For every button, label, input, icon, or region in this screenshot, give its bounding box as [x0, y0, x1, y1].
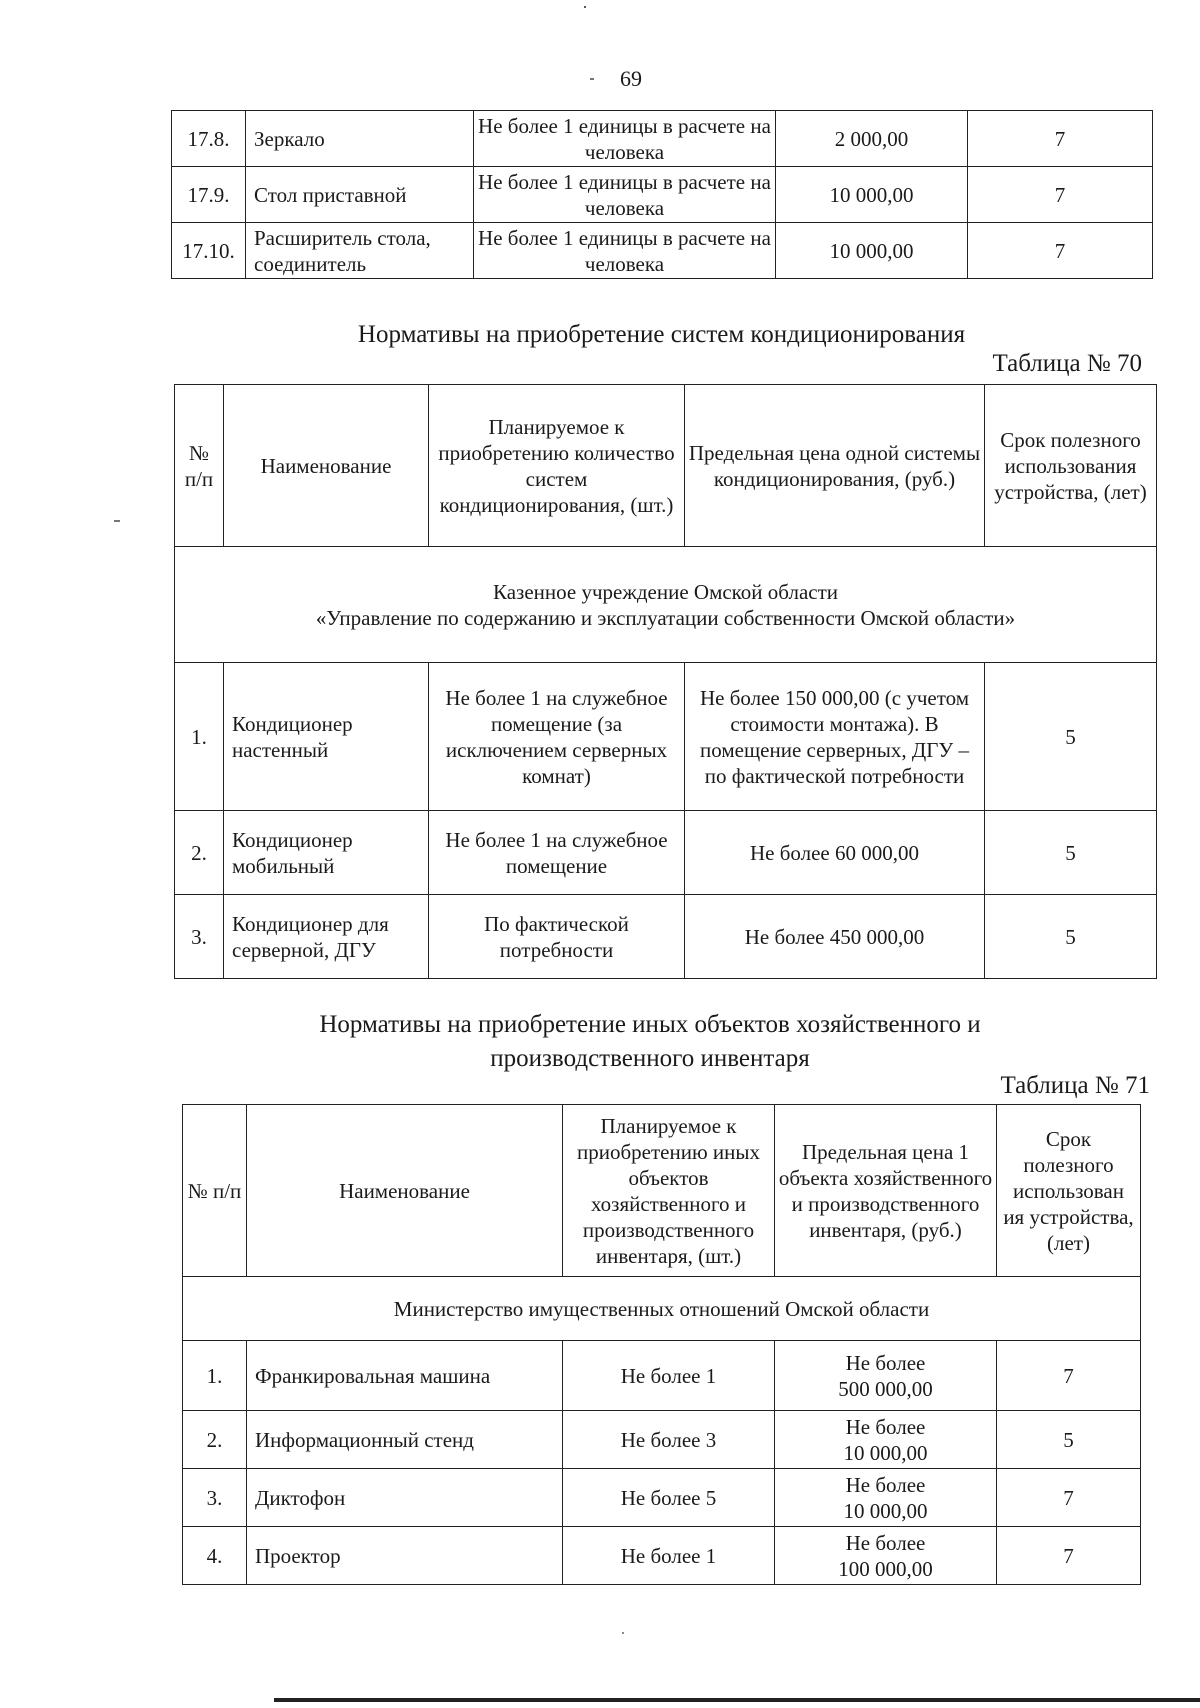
cell-name: Франкировальная машина [247, 1341, 563, 1411]
cell-term: 5 [985, 811, 1157, 895]
cell-qty: Не более 1 [563, 1527, 775, 1585]
group-name-line1: Казенное учреждение Омской области [492, 579, 838, 604]
cell-term: 5 [985, 663, 1157, 811]
header-term: Срок полезного использован ия устройства, (лет) [997, 1105, 1141, 1277]
cell-term: 7 [997, 1341, 1141, 1411]
header-term: Срок полезного использования устройства, (лет) [985, 385, 1157, 547]
scan-bottom-edge [274, 1698, 1200, 1702]
cell-price: Не более 60 000,00 [685, 811, 985, 895]
group-name: Министерство имущественных отношений Омской области [183, 1277, 1141, 1341]
table-row [172, 223, 1153, 279]
cell-term: 7 [997, 1527, 1141, 1585]
section-title-70: Нормативы на приобретение систем кондиционирования [357, 321, 966, 348]
price-line1: Не более [845, 1414, 926, 1439]
table-furniture-continuation [171, 110, 1153, 279]
header-price: Предельная цена 1 объекта хозяйственного и производственного инвентаря, (руб.) [775, 1105, 997, 1277]
cell-qty: Не более 1 единицы в расчете на человека [474, 167, 776, 223]
table-row [183, 1341, 1141, 1411]
price-line2: 10 000,00 [843, 1440, 928, 1465]
section-title-71-line2: производственного инвентаря [490, 1045, 810, 1072]
cell-name: Диктофон [247, 1469, 563, 1527]
page-number: 69 [620, 66, 642, 91]
table-row [183, 1411, 1141, 1469]
table-row [175, 895, 1157, 979]
table-row [183, 1469, 1141, 1527]
group-name-line2: «Управление по содержанию и эксплуатации собственности Омской области» [315, 605, 1016, 630]
cell-price: 10 000,00 [776, 223, 968, 279]
price-line1: Не более [845, 1530, 926, 1555]
table-row [172, 111, 1153, 167]
table-row [183, 1527, 1141, 1585]
cell-qty: Не более 1 единицы в расчете на человека [474, 223, 776, 279]
cell-qty: Не более 5 [563, 1469, 775, 1527]
cell-price: Не более 450 000,00 [685, 895, 985, 979]
group-row [175, 547, 1157, 663]
cell-term: 7 [968, 223, 1153, 279]
cell-price [775, 1341, 997, 1411]
header-num: № п/п [175, 385, 224, 547]
cell-name: Стол приставной [246, 167, 474, 223]
cell-price: 10 000,00 [776, 167, 968, 223]
cell-term: 7 [997, 1469, 1141, 1527]
cell-qty: По фактической потребности [429, 895, 685, 979]
cell-qty: Не более 1 [563, 1341, 775, 1411]
cell-name: Информационный стенд [247, 1411, 563, 1469]
table-row [175, 811, 1157, 895]
cell-term: 7 [968, 167, 1153, 223]
cell-num: 17.9. [172, 167, 246, 223]
cell-price [775, 1469, 997, 1527]
header-name: Наименование [247, 1105, 563, 1277]
cell-price [775, 1527, 997, 1585]
price-line1: Не более [845, 1350, 926, 1375]
price-line2: 100 000,00 [838, 1556, 933, 1581]
cell-name: Проектор [247, 1527, 563, 1585]
table-header-row [183, 1105, 1141, 1277]
cell-name: Кондиционер мобильный [224, 811, 429, 895]
cell-name: Зеркало [246, 111, 474, 167]
table-header-row [175, 385, 1157, 547]
cell-num: 2. [183, 1411, 247, 1469]
cell-num: 17.8. [172, 111, 246, 167]
group-row [183, 1277, 1141, 1341]
cell-num: 2. [175, 811, 224, 895]
cell-price [775, 1411, 997, 1469]
cell-term: 7 [968, 111, 1153, 167]
price-line2: 500 000,00 [838, 1376, 933, 1401]
cell-num: 3. [175, 895, 224, 979]
cell-term: 5 [985, 895, 1157, 979]
scan-speck [114, 520, 120, 522]
cell-price: Не более 150 000,00 (с учетом стоимости монтажа). В помещение серверных, ДГУ – по фактической потребности [685, 663, 985, 811]
table-70-air-conditioning [174, 384, 1157, 979]
table-71-inventory [182, 1104, 1141, 1585]
section-title-71 [178, 1008, 1122, 1076]
header-name: Наименование [224, 385, 429, 547]
scan-speck [622, 1632, 624, 1634]
price-line2: 10 000,00 [843, 1498, 928, 1523]
header-num: № п/п [183, 1105, 247, 1277]
cell-num: 1. [175, 663, 224, 811]
cell-name: Кондиционер настенный [224, 663, 429, 811]
cell-price: 2 000,00 [776, 111, 968, 167]
group-cell [175, 547, 1157, 663]
table-row [172, 167, 1153, 223]
table-label-71: Таблица № 71 [1000, 1072, 1150, 1099]
cell-term: 5 [997, 1411, 1141, 1469]
section-title-71-line1: Нормативы на приобретение иных объектов хозяйственного и [319, 1011, 981, 1038]
cell-num: 17.10. [172, 223, 246, 279]
header-qty: Планируемое к приобретению иных объектов хозяйственного и производственного инвентаря, (шт.) [563, 1105, 775, 1277]
cell-num: 4. [183, 1527, 247, 1585]
cell-qty: Не более 1 единицы в расчете на человека [474, 111, 776, 167]
scan-speck [590, 78, 594, 80]
header-price: Предельная цена одной системы кондиционирования, (руб.) [685, 385, 985, 547]
table-label-70: Таблица № 70 [992, 350, 1142, 377]
cell-qty: Не более 1 на служебное помещение [429, 811, 685, 895]
header-qty: Планируемое к приобретению количество систем кондиционирования, (шт.) [429, 385, 685, 547]
cell-name: Кондиционер для серверной, ДГУ [224, 895, 429, 979]
cell-num: 1. [183, 1341, 247, 1411]
cell-qty: Не более 3 [563, 1411, 775, 1469]
cell-qty: Не более 1 на служебное помещение (за исключением серверных комнат) [429, 663, 685, 811]
scan-speck [584, 6, 586, 8]
cell-num: 3. [183, 1469, 247, 1527]
price-line1: Не более [845, 1472, 926, 1497]
table-row [175, 663, 1157, 811]
cell-name: Расширитель стола, соединитель [246, 223, 474, 279]
